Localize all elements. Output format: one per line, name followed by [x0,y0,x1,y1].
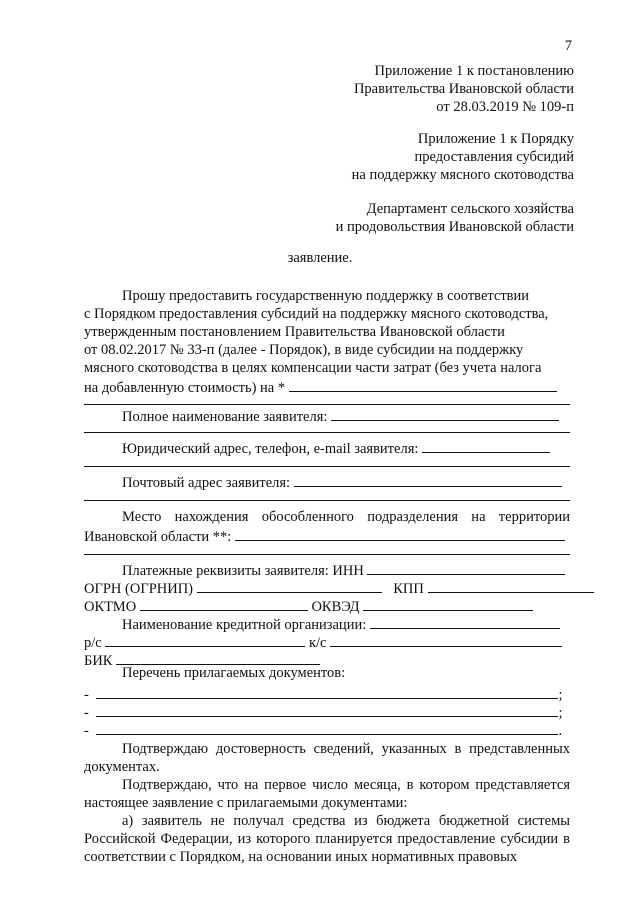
bik-label: БИК [84,653,113,669]
doc-line-2 [84,702,570,722]
accounts-row [84,632,570,652]
header1-line-3: от 28.03.2019 № 109-п [436,99,574,115]
doc-field-1[interactable] [96,684,558,699]
rs-field[interactable] [105,632,305,647]
blank-line[interactable] [84,554,570,555]
addressee-line-1: Департамент сельского хозяйства [366,201,574,217]
doc-end: . [558,723,563,739]
doc-field-3[interactable] [96,720,558,735]
location-label: Ивановской области **: [84,529,232,545]
item-a-paragraph: а) заявитель не получал средства из бюджета бюджетной системы Российской Федерации, из которого планируется предоставление субсидии в соответствии с Порядком, на основании иных нормативных правовых [84,813,570,865]
intro-line-4: от 08.02.2017 № 33-п (далее - Порядок), в виде субсидии на поддержку [84,342,524,358]
okved-label: ОКВЭД [311,599,360,615]
doc-line-1 [84,684,570,704]
inn-label: Платежные реквизиты заявителя: ИНН [122,563,364,579]
header1-line-2: Правительства Ивановской области [353,81,574,97]
doc-dash: - [84,705,89,721]
ogrn-kpp-row [84,578,570,598]
bank-label: Наименование кредитной организации: [122,617,367,633]
addressee-block [336,200,574,236]
intro-line-2: с Порядком предоставления субсидий на поддержку мясного скотоводства, [84,306,549,322]
doc-end: ; [558,705,563,721]
ks-label: к/с [308,635,327,651]
document-title: заявление. [287,250,353,266]
header2-line-2: предоставления субсидий [414,149,574,165]
bank-field[interactable] [370,614,560,629]
postal-address-field[interactable] [294,472,562,487]
legal-address-label: Юридический адрес, телефон, e-mail заявителя: [122,441,419,457]
intro-line-6-text: на добавленную стоимость) на * [84,380,286,396]
inn-row [84,560,570,580]
appendix-header-2 [352,130,574,184]
oktmo-okved-row [84,596,570,616]
addressee-line-2: и продовольствия Ивановской области [335,219,574,235]
ks-field[interactable] [330,632,562,647]
doc-end: ; [558,687,563,703]
location-field[interactable] [235,526,565,541]
blank-line[interactable] [84,500,570,501]
confirm-paragraph-2: Подтверждаю, что на первое число месяца, в котором представляется настоящее заявление с прилагаемыми документами: [84,777,570,811]
kpp-label: КПП [393,581,424,597]
intro-line-6 [84,377,570,397]
location-line-1: Место нахождения обособленного подразделения на территории [122,509,570,525]
oktmo-label: ОКТМО [84,599,137,615]
okved-field[interactable] [363,596,533,611]
doc-dash: - [84,687,89,703]
inn-field[interactable] [367,560,565,575]
blank-line[interactable] [84,432,570,433]
bik-field[interactable] [116,650,320,665]
intro-line-3: утвержденным постановлением Правительства Ивановской области [84,324,505,340]
postal-address-label: Почтовый адрес заявителя: [122,475,291,491]
blank-line[interactable] [84,466,570,467]
doc-field-2[interactable] [96,702,558,717]
confirm-paragraph-1: Подтверждаю достоверность сведений, указанных в представленных документах. [84,741,570,775]
header2-line-3: на поддержку мясного скотоводства [351,167,574,183]
full-name-label: Полное наименование заявителя: [122,409,328,425]
kpp-field[interactable] [428,578,594,593]
header2-line-1: Приложение 1 к Порядку [417,131,574,147]
intro-line-5: мясного скотоводства в целях компенсации части затрат (без учета налога [84,360,542,376]
location-row [84,526,570,546]
legal-address-row [84,438,570,458]
docs-list-row [84,664,570,682]
doc-line-3 [84,720,570,740]
doc-dash: - [84,723,89,739]
ogrn-label: ОГРН (ОГРНИП) [84,581,194,597]
subsidy-purpose-field[interactable] [289,377,557,392]
full-name-row [84,406,570,426]
appendix-header-1 [354,62,574,116]
full-name-field[interactable] [331,406,559,421]
postal-address-row [84,472,570,492]
header1-line-1: Приложение 1 к постановлению [374,63,574,79]
page-number: 7 [564,38,572,54]
blank-line[interactable] [84,404,570,405]
rs-label: р/с [84,635,102,651]
ogrn-field[interactable] [197,578,382,593]
legal-address-field[interactable] [422,438,550,453]
intro-line-1: Прошу предоставить государственную поддержку в соответствии [122,288,530,304]
oktmo-field[interactable] [140,596,308,611]
docs-list-label: Перечень прилагаемых документов: [122,665,346,681]
bank-row [84,614,570,634]
